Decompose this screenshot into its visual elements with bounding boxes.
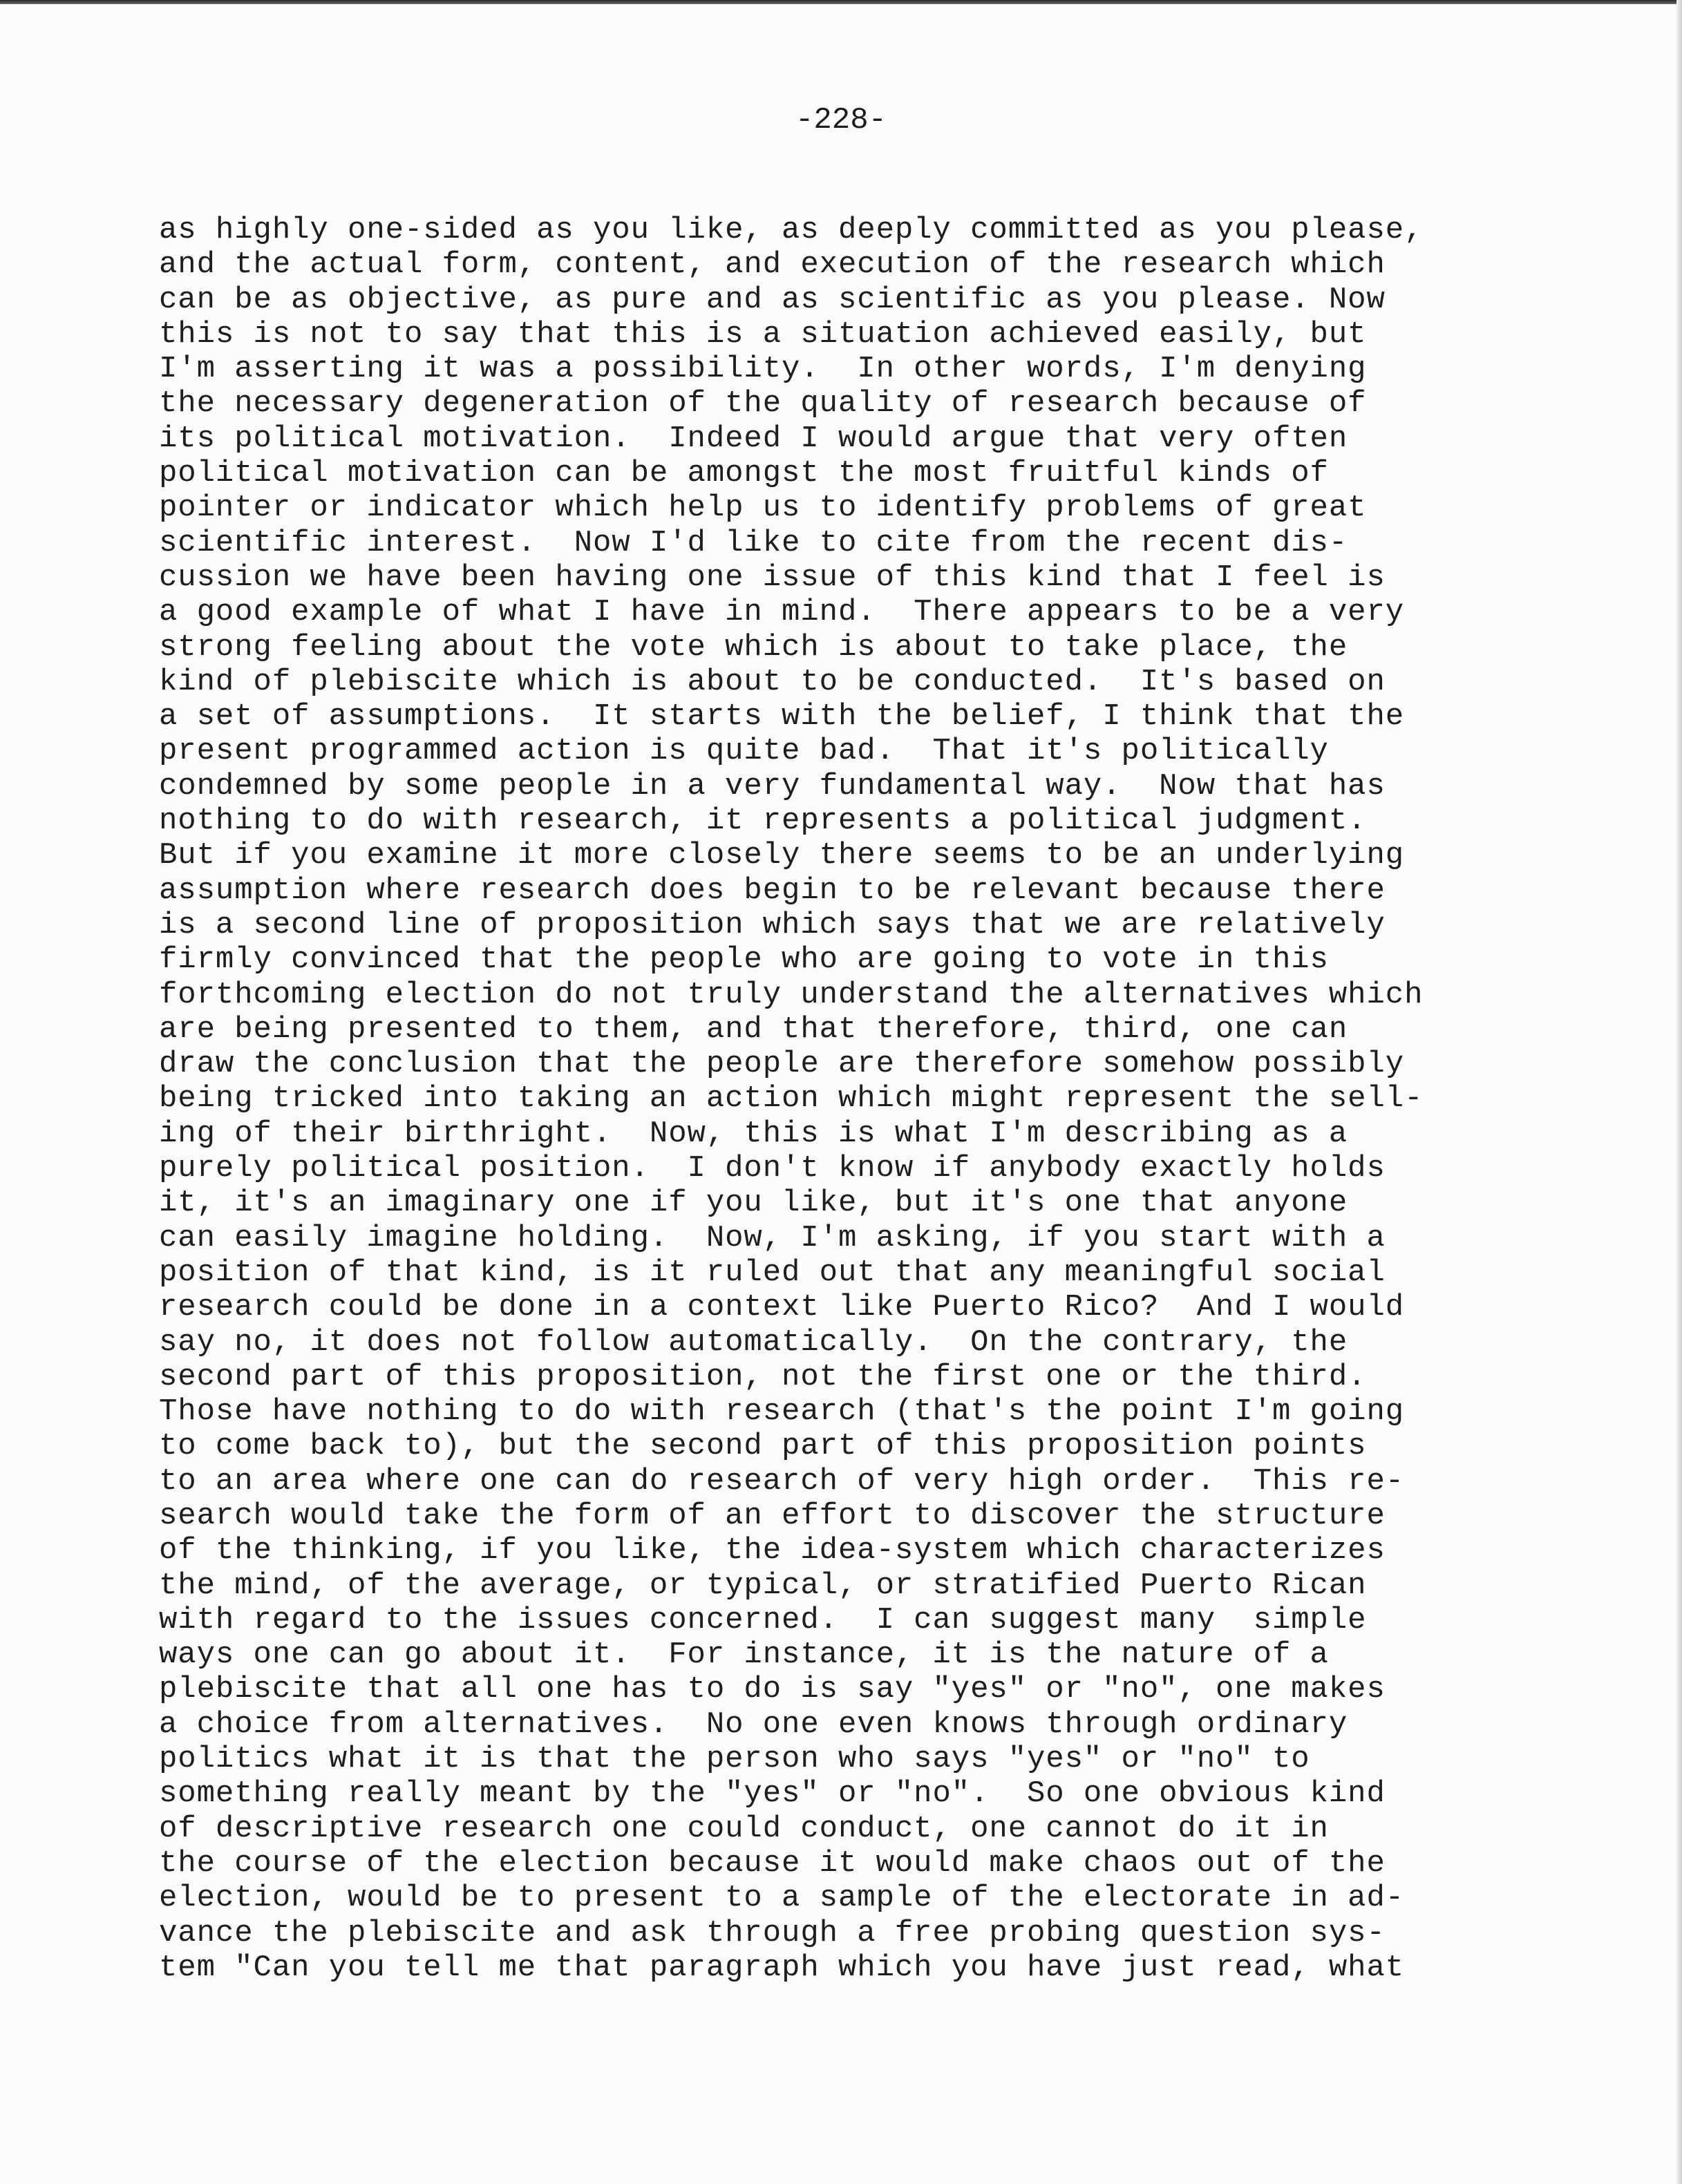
text-line: purely political position. I don't know if anybody exactly holds <box>159 1151 1386 1186</box>
text-line: being tricked into taking an action which might represent the sell- <box>159 1081 1424 1117</box>
text-line: vance the plebiscite and ask through a free probing question sys- <box>159 1915 1386 1950</box>
text-line: But if you examine it more closely there seems to be an underlying <box>159 838 1405 873</box>
text-line: it, it's an imaginary one if you like, but it's one that anyone <box>159 1186 1348 1221</box>
text-line: assumption where research does begin to be relevant because there <box>159 873 1386 908</box>
text-line: a choice from alternatives. No one even knows through ordinary <box>159 1707 1348 1742</box>
page-number: -228- <box>795 103 887 137</box>
text-line: something really meant by the "yes" or "no". So one obvious kind <box>159 1776 1386 1812</box>
text-line: position of that kind, is it ruled out that any meaningful social <box>159 1255 1386 1290</box>
text-line: ways one can go about it. For instance, it is the nature of a <box>159 1637 1329 1673</box>
text-line: of the thinking, if you like, the idea-system which characterizes <box>159 1533 1386 1568</box>
text-line: strong feeling about the vote which is about to take place, the <box>159 629 1348 665</box>
text-line: as highly one-sided as you like, as deeply committed as you please, <box>159 213 1424 247</box>
text-line: are being presented to them, and that therefore, third, one can <box>159 1012 1348 1047</box>
text-line: scientific interest. Now I'd like to cite from the recent dis- <box>159 525 1348 560</box>
text-line: can be as objective, as pure and as scientific as you please. Now <box>159 282 1386 317</box>
text-line: to come back to), but the second part of this proposition points <box>159 1429 1367 1464</box>
text-line: ing of their birthright. Now, this is what I'm describing as a <box>159 1116 1348 1151</box>
text-line: with regard to the issues concerned. I can suggest many simple <box>159 1602 1367 1637</box>
text-line: election, would be to present to a sample of the electorate in ad- <box>159 1881 1405 1916</box>
text-line: the course of the election because it would make chaos out of the <box>159 1845 1386 1881</box>
text-line: second part of this proposition, not the first one or the third. <box>159 1359 1367 1394</box>
body-text <box>159 213 1541 1985</box>
text-line: and the actual form, content, and execution of the research which <box>159 247 1386 283</box>
text-line: nothing to do with research, it represents a political judgment. <box>159 804 1367 839</box>
text-line: political motivation can be amongst the most fruitful kinds of <box>159 456 1329 491</box>
text-line: condemned by some people in a very fundamental way. Now that has <box>159 768 1386 804</box>
text-line: can easily imagine holding. Now, I'm asking, if you start with a <box>159 1220 1386 1255</box>
text-line: forthcoming election do not truly understand the alternatives which <box>159 977 1424 1012</box>
text-line: search would take the form of an effort to discover the structure <box>159 1498 1386 1533</box>
text-line: the mind, of the average, or typical, or stratified Puerto Rican <box>159 1568 1367 1603</box>
text-line: research could be done in a context like Puerto Rico? And I would <box>159 1290 1405 1325</box>
text-line: to an area where one can do research of very high order. This re- <box>159 1463 1405 1499</box>
text-line: the necessary degeneration of the quality of research because of <box>159 386 1367 421</box>
text-line: present programmed action is quite bad. That it's politically <box>159 734 1329 769</box>
text-line: tem "Can you tell me that paragraph which you have just read, what <box>159 1950 1405 1985</box>
text-line: a set of assumptions. It starts with the belief, I think that the <box>159 699 1405 734</box>
text-line: plebiscite that all one has to do is say "yes" or "no", one makes <box>159 1672 1386 1707</box>
text-line: Those have nothing to do with research (that's the point I'm going <box>159 1394 1405 1430</box>
text-line: cussion we have been having one issue of this kind that I feel is <box>159 560 1386 595</box>
text-line: a good example of what I have in mind. There appears to be a very <box>159 595 1405 630</box>
text-line: its political motivation. Indeed I would argue that very often <box>159 421 1348 456</box>
page-right-edge <box>1676 0 1682 2184</box>
text-line: is a second line of proposition which says that we are relatively <box>159 907 1386 942</box>
text-line: this is not to say that this is a situation achieved easily, but <box>159 316 1367 352</box>
text-line: kind of plebiscite which is about to be conducted. It's based on <box>159 664 1386 699</box>
text-line: politics what it is that the person who says "yes" or "no" to <box>159 1742 1310 1777</box>
text-line: of descriptive research one could conduct, one cannot do it in <box>159 1811 1329 1846</box>
page-top-edge <box>0 0 1682 4</box>
text-line: say no, it does not follow automatically. On the contrary, the <box>159 1324 1348 1360</box>
text-line: draw the conclusion that the people are therefore somehow possibly <box>159 1047 1405 1082</box>
text-line: firmly convinced that the people who are going to vote in this <box>159 942 1329 978</box>
text-line: pointer or indicator which help us to identify problems of great <box>159 491 1367 526</box>
text-line: I'm asserting it was a possibility. In other words, I'm denying <box>159 352 1367 387</box>
